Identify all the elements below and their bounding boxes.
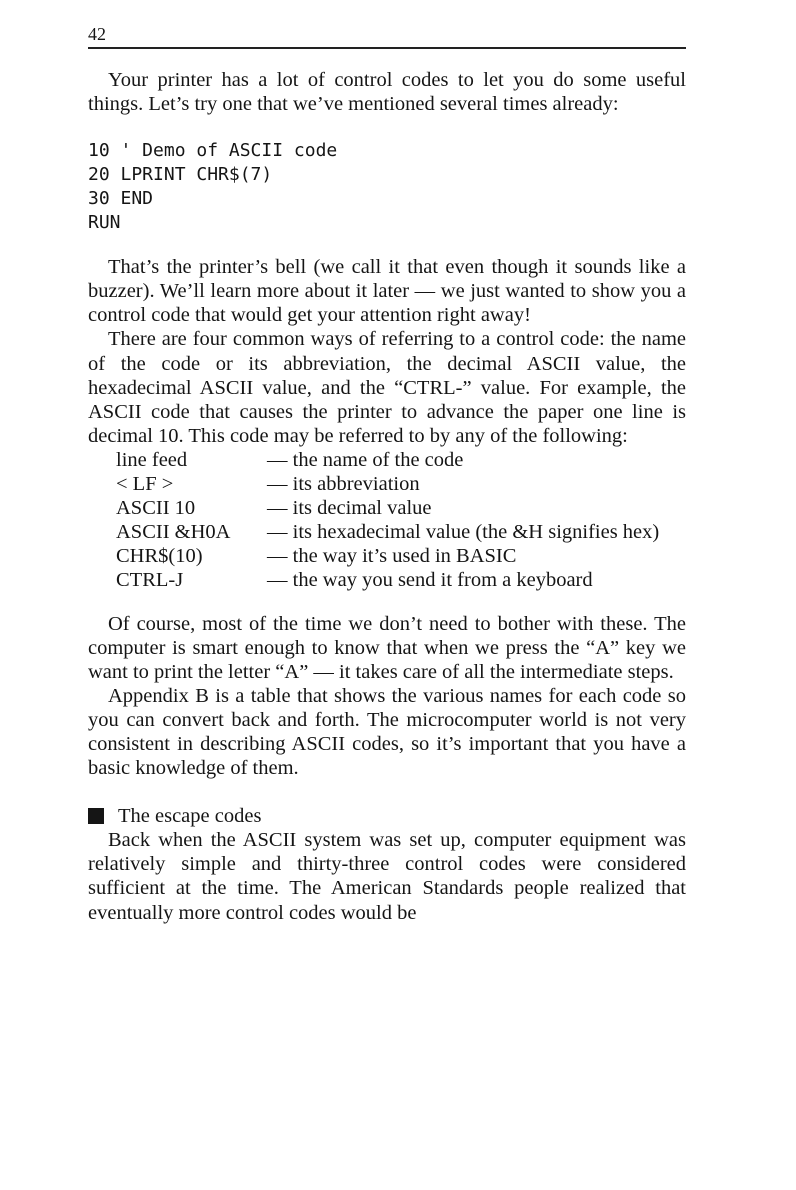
definition-desc: — its abbreviation xyxy=(267,473,420,496)
paragraph-bell: That’s the printer’s bell (we call it that even though it sounds like a buzzer). We’ll learn more about it later — we just wanted to show you a control code that would get your attention right away! xyxy=(88,256,686,327)
section-heading-text: The escape codes xyxy=(118,805,262,828)
page xyxy=(88,20,686,925)
definition-desc: — the way it’s used in BASIC xyxy=(267,545,517,568)
definition-term: < LF > xyxy=(116,473,174,496)
definition-list xyxy=(116,448,686,593)
paragraph-of-course: Of course, most of the time we don’t need to bother with these. The computer is smart enough to know that when we press the “A” key we want to print the letter “A” — it takes care of all the intermediate steps. xyxy=(88,612,686,683)
definition-row xyxy=(116,448,686,472)
square-bullet-icon xyxy=(88,808,104,824)
code-line: 10 ' Demo of ASCII code xyxy=(88,140,338,162)
page-header xyxy=(88,20,686,49)
definition-term: ASCII &H0A xyxy=(116,521,231,544)
definition-term: CTRL-J xyxy=(116,569,184,592)
paragraph-intro: Your printer has a lot of control codes to let you do some useful things. Let’s try one that we’ve mentioned several times already: xyxy=(88,69,686,116)
definition-term: CHR$(10) xyxy=(116,545,203,568)
definition-row xyxy=(116,472,686,496)
definition-desc: — the way you send it from a keyboard xyxy=(267,569,593,592)
paragraph-four-ways: There are four common ways of referring to a control code: the name of the code or its abbreviation, the decimal ASCII value, the hexadecimal ASCII value, and the “CTRL-” value. For example, the ASCII code that causes the printer to advance the paper one line is decimal 10. This code may be referred to by any of the following: xyxy=(88,328,686,447)
definition-desc: — its decimal value xyxy=(267,497,432,520)
code-line: RUN xyxy=(88,212,121,234)
paragraph-appendix: Appendix B is a table that shows the various names for each code so you can convert back and forth. The microcomputer world is not very consistent in describing ASCII codes, so it’s important that you have a basic knowledge of them. xyxy=(88,684,686,780)
page-number: 42 xyxy=(88,24,106,44)
definition-desc: — its hexadecimal value (the &H signifies hex) xyxy=(267,521,660,544)
code-line: 30 END xyxy=(88,188,154,210)
paragraph-back-when: Back when the ASCII system was set up, computer equipment was relatively simple and thirty-three control codes were considered sufficient at the time. The American Standards people realized that eventually more control codes would be xyxy=(88,829,686,924)
section-heading xyxy=(88,804,686,828)
code-listing xyxy=(88,139,686,235)
definition-row xyxy=(116,544,686,568)
code-line: 20 LPRINT CHR$(7) xyxy=(88,164,273,186)
definition-term: line feed xyxy=(116,448,188,471)
definition-term: ASCII 10 xyxy=(116,497,196,520)
definition-row xyxy=(116,520,686,544)
definition-row xyxy=(116,496,686,520)
definition-desc: — the name of the code xyxy=(267,448,464,471)
definition-row xyxy=(116,568,686,592)
